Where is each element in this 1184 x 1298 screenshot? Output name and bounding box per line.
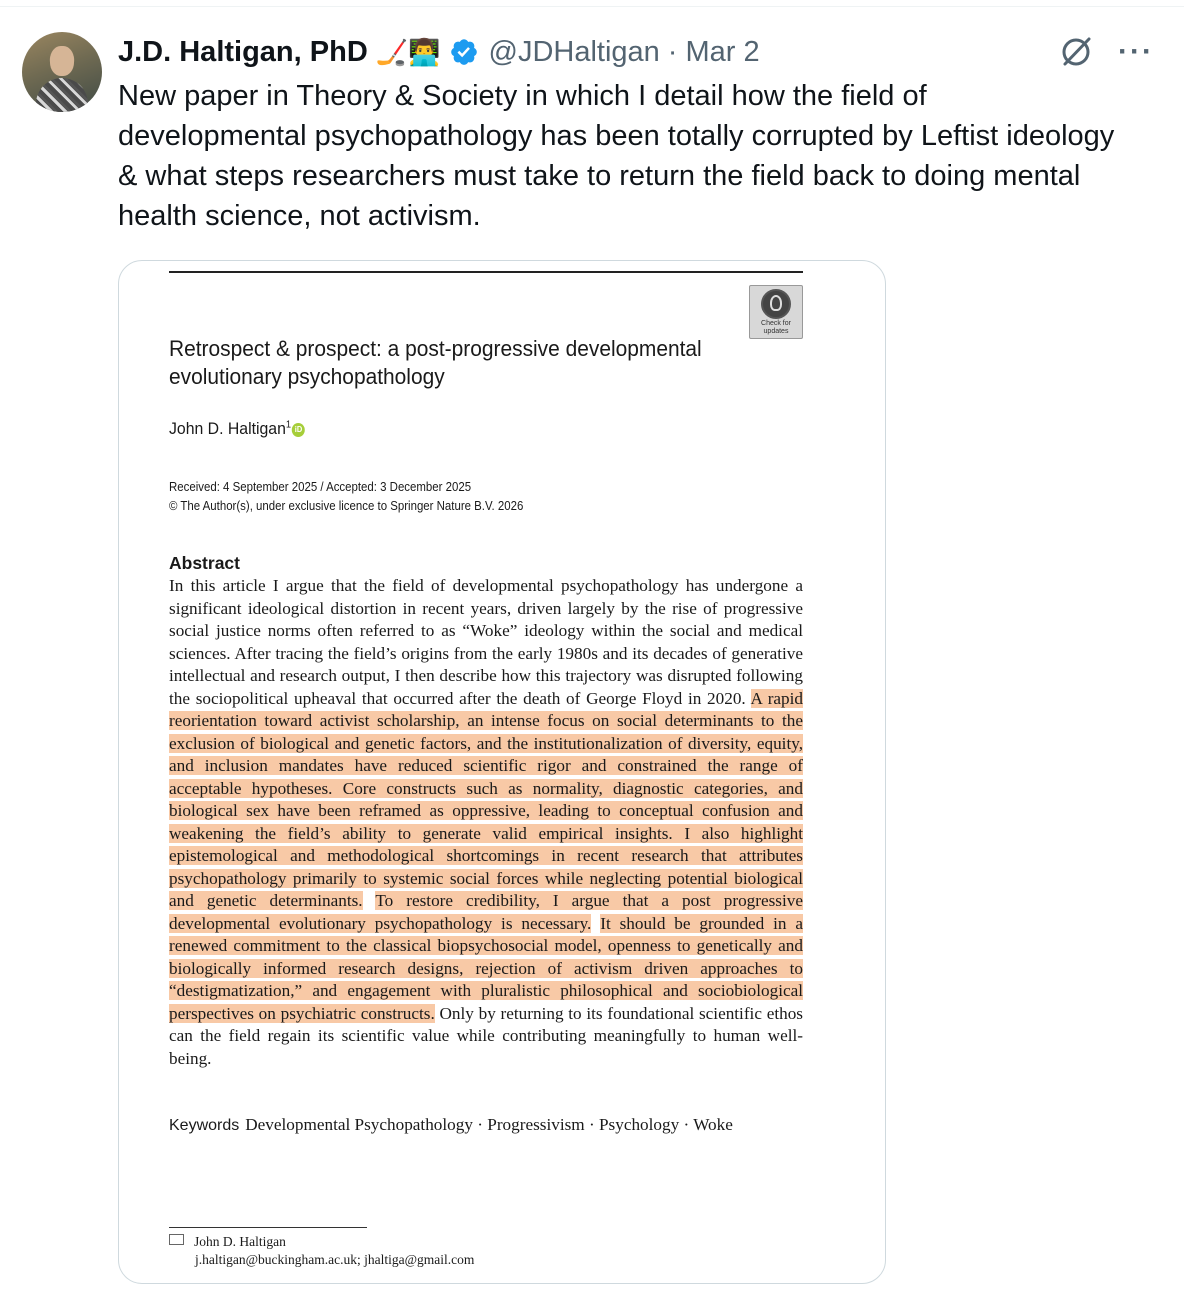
- abstract-heading: Abstract: [169, 553, 240, 573]
- tweet-text: New paper in Theory & Society in which I detail how the field of developmental psychopathology has been totally corrupted by Leftist ideology & what steps researchers must take to return the field back to doing mental health science, not activism.: [118, 80, 1115, 232]
- avatar-face: [50, 46, 74, 76]
- tweet-date[interactable]: Mar 2: [685, 35, 760, 68]
- avatar-coat: [36, 78, 88, 112]
- dates-block: [169, 477, 523, 515]
- author-affiliation: 1: [285, 419, 292, 431]
- abstract-part-2: [363, 891, 376, 910]
- footnote: [169, 1233, 474, 1269]
- paper-author: [169, 419, 305, 439]
- orcid-icon: iD: [292, 423, 305, 437]
- paper-page: [169, 261, 803, 1283]
- author-name[interactable]: J.D. Haltigan, PhD: [118, 35, 368, 68]
- header-actions: [1058, 34, 1154, 70]
- paper-title: Retrospect & prospect: a post-progressive developmental evolutionary psychopathology: [169, 336, 702, 389]
- grok-icon[interactable]: [1058, 34, 1094, 70]
- received-dates: Received: 4 September 2025 / Accepted: 3 December 2025: [169, 479, 472, 494]
- verified-badge-icon[interactable]: [449, 37, 479, 67]
- envelope-icon: [169, 1234, 184, 1245]
- header-separator: ·: [667, 35, 678, 68]
- abstract-text: [169, 575, 803, 1070]
- footnote-name: John D. Haltigan: [194, 1234, 286, 1249]
- abstract-highlight-2: To restore credibility, I argue that a post progressive developmental evolutionary psychopathology is necessary.: [169, 891, 803, 933]
- tweet-header: [118, 30, 760, 74]
- footnote-rule: [169, 1227, 367, 1228]
- tweet-image[interactable]: [118, 260, 886, 1284]
- author-name-text: John D. Haltigan: [169, 419, 286, 438]
- more-options-icon[interactable]: ···: [1118, 35, 1154, 68]
- abstract-part-3: [591, 914, 600, 933]
- avatar[interactable]: [22, 32, 102, 112]
- check-updates-icon: [761, 289, 791, 319]
- copyright-line: © The Author(s), under exclusive licence to Springer Nature B.V. 2026: [169, 498, 524, 513]
- keywords-list: Developmental Psychopathology · Progressivism · Psychology · Woke: [245, 1115, 733, 1134]
- check-for-updates-badge: [749, 285, 803, 339]
- check-updates-label: Check for updates: [761, 320, 791, 335]
- abstract-highlight-3: It should be grounded in a renewed commitment to the classical biopsychosocial model, openness to genetically and biologically informed research designs, rejection of activism driven approaches to “destigmatization,” and engagement with pluralistic philosophical and sociobiological perspectives on psychiatric constructs.: [169, 913, 803, 1023]
- page-top-rule: [169, 271, 803, 273]
- abstract-part-1: In this article I argue that the field of developmental psychopathology has undergone a significant ideological distortion in recent years, driven largely by the rise of progressive social justice norms often referred to as “Woke” ideology within the social and medical sciences. After tracing the field’s origins from the early 1980s and its decades of generative intellectual and research output, I then describe how this trajectory was disrupted following the sociopolitical upheaval that occurred after the death of George Floyd in 2020.: [169, 576, 803, 708]
- author-emojis: 🏒👨‍💻: [375, 36, 441, 67]
- footnote-email: j.haltigan@buckingham.ac.uk; jhaltiga@gmail.com: [195, 1252, 475, 1267]
- abstract-highlight-1: A rapid reorientation toward activist scholarship, an intense focus on social determinants to the exclusion of biological and genetic factors, and the institutionalization of diversity, equity, and inclusion mandates have reduced scientific rigor and constrained the range of acceptable hypotheses. Core constructs such as normality, diagnostic categories, and biological sex have been reframed as oppressive, leading to conceptual confusion and weakening the field’s ability to generate valid empirical insights. I also highlight epistemological and methodological shortcomings in recent research that attributes psychopathology primarily to systemic social forces while neglecting potential biological and genetic determinants.: [169, 688, 804, 910]
- abstract-part-4: Only by returning to its foundational scientific ethos can the field regain its scientific value while contributing meaningfully to human well-being.: [169, 1003, 803, 1068]
- keywords-line: [169, 1115, 803, 1135]
- author-handle[interactable]: @JDHaltigan: [488, 35, 660, 68]
- keywords-label: Keywords: [169, 1117, 240, 1134]
- top-divider: [0, 6, 1184, 7]
